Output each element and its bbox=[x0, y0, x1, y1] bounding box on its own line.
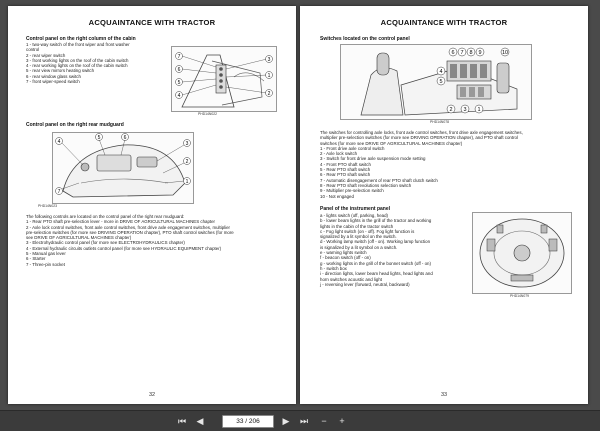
figure-callout: 4 bbox=[57, 138, 61, 145]
figure-callout: 1 bbox=[185, 178, 189, 185]
figure-callout: 4 bbox=[177, 92, 181, 99]
section-heading: Control panel on the right rear mudguard bbox=[26, 122, 124, 128]
legend-item: a - lights switch (off, parking, head) bbox=[320, 213, 389, 218]
intro-text: The following controls are located on the control panel of the right rear mudguard: bbox=[26, 214, 185, 219]
figure-callout: 7 bbox=[57, 188, 61, 195]
legend-item: e - warning lights switch bbox=[320, 250, 367, 256]
legend-item: 4 - Front PTO shaft switch bbox=[320, 161, 371, 167]
legend-item: 2 - Axle lock switch bbox=[320, 151, 358, 157]
legend-item: h - switch box bbox=[320, 265, 347, 271]
legend-item: horn switches acoustic and light bbox=[320, 276, 382, 282]
figure-caption: PHD14N022 bbox=[198, 112, 218, 116]
right-page bbox=[300, 6, 588, 404]
next-page-icon[interactable]: ▶ bbox=[282, 416, 290, 426]
cabin-column-figure bbox=[171, 46, 277, 112]
figure-callout: 5 bbox=[177, 79, 181, 86]
legend-item: 6 - Rear PTO shaft switch bbox=[320, 172, 371, 178]
legend-item: 8 - Rear PTO shaft revolutions selection switch bbox=[320, 182, 412, 188]
legend-item: 1 - Front drive axle control switch bbox=[320, 145, 385, 151]
figure-callout: 6 bbox=[177, 66, 181, 73]
legend-item: 7 - Automatic disengagement of rear PTO shaft clutch switch bbox=[320, 177, 438, 183]
figure-callout: 6 bbox=[451, 50, 455, 56]
cabin-column-drawing bbox=[172, 47, 276, 111]
section-heading: Control panel on the right column of the cabin bbox=[26, 36, 136, 42]
zoom-in-icon[interactable]: + bbox=[339, 416, 345, 426]
legend-item: 4 - External hydraulic circuits outlets control panel (for more see HYDRAULIC EQUIPMENT chapter) bbox=[26, 245, 222, 251]
page-number: 33 bbox=[440, 392, 448, 398]
figure-callout: 2 bbox=[267, 90, 271, 97]
prev-page-icon[interactable]: ◀ bbox=[196, 416, 204, 426]
mudguard-panel-drawing bbox=[53, 133, 193, 203]
figure-callout: 2 bbox=[449, 107, 453, 113]
figure-callout: 9 bbox=[478, 50, 482, 56]
intro-text: switches (for more see DRIVE OF AGRICULTURAL MACHINES chapter) bbox=[320, 140, 463, 146]
figure-callout: 1 bbox=[477, 107, 481, 113]
legend-item: c - Fog light switch (on - off). Fog light function is bbox=[320, 228, 415, 234]
legend-item: 4 - rear working lights on the roof of the cabin switch bbox=[26, 63, 128, 69]
legend-item: lights in the cabin of the tractor switch bbox=[320, 223, 394, 229]
legend-list bbox=[320, 130, 523, 199]
figure-callout: 8 bbox=[469, 50, 473, 56]
figure-callout: 7 bbox=[177, 53, 181, 60]
figure-callout: 3 bbox=[185, 140, 189, 147]
legend-list bbox=[320, 213, 433, 287]
legend-list bbox=[26, 214, 234, 267]
legend-item: 1 - two-way switch of the front wiper and front washer bbox=[26, 42, 130, 47]
section-heading: Switches located on the control panel bbox=[320, 36, 410, 42]
left-page bbox=[8, 6, 296, 404]
figure-callout: 7 bbox=[460, 50, 464, 56]
legend-item: 7 - front wiper-speed switch bbox=[26, 79, 80, 85]
instrument-panel-figure bbox=[472, 212, 572, 294]
legend-item: 5 - rear view mirrors heating switch bbox=[26, 68, 95, 74]
control-panel-switches-figure bbox=[340, 44, 532, 120]
control-panel-switches-drawing bbox=[341, 45, 531, 119]
legend-item: 2 - Axle lock control switches, front axle control switches, front drive axle engagement switches, multiplier bbox=[26, 224, 231, 230]
legend-item: 2 - rear wiper switch bbox=[26, 52, 66, 58]
legend-item: control bbox=[26, 47, 40, 53]
legend-item: 5 - Rear PTO shaft switch bbox=[320, 167, 371, 173]
intro-text: The switches for controlling axle locks, front axle control switches, front drive axle engagement switches, bbox=[320, 130, 523, 135]
page-title: ACQUAINTANCE WITH TRACTOR bbox=[88, 18, 216, 27]
figure-callout: 4 bbox=[439, 69, 443, 75]
figure-callout: 6 bbox=[123, 134, 127, 141]
legend-item: b - lower beam lights in the grill of the tractor and working bbox=[320, 218, 432, 224]
legend-item: is signalized by a lit symbol on a switch. bbox=[320, 244, 398, 250]
legend-item: i - direction lights, lower beam head lights, head lights and bbox=[320, 271, 433, 277]
figure-callout: 3 bbox=[267, 56, 271, 63]
section-heading: Panel of the instrument panel bbox=[320, 206, 391, 212]
legend-item: see DRIVE OF AGRICULTURAL MACHINES chapter) bbox=[26, 235, 132, 241]
legend-item: 3 - front working lights on the roof of the cabin switch bbox=[26, 57, 129, 63]
zoom-out-icon[interactable]: − bbox=[321, 416, 327, 426]
page-title: ACQUAINTANCE WITH TRACTOR bbox=[380, 18, 508, 27]
instrument-panel-drawing bbox=[473, 213, 571, 293]
legend-item: 7 - Three-pin socket bbox=[26, 261, 65, 267]
legend-item: 10 - Not engaged bbox=[320, 193, 354, 199]
figure-callout: 5 bbox=[97, 134, 101, 141]
legend-item: signalized by a lit symbol on the switch. bbox=[320, 234, 397, 240]
last-page-icon[interactable]: ⏭ bbox=[299, 416, 309, 426]
mudguard-panel-figure bbox=[52, 132, 194, 204]
figure-caption: PHD14N078 bbox=[430, 120, 450, 124]
figure-callout: 2 bbox=[185, 158, 189, 165]
figure-callout: 3 bbox=[463, 107, 467, 113]
legend-list bbox=[26, 42, 130, 84]
figure-caption: PHD14N023 bbox=[38, 204, 58, 208]
figure-callout: 5 bbox=[439, 79, 443, 85]
legend-item: 3 - Switch for front drive axle suspension mode setting bbox=[320, 156, 426, 162]
legend-item: f - beacon switch (off - on) bbox=[320, 255, 371, 261]
legend-item: g - working lights in the grill of the bonnet switch (off - on) bbox=[320, 260, 431, 266]
legend-item: j - reversing lever (forward, neutral, backward) bbox=[320, 281, 410, 287]
page-indicator-input[interactable]: 33 / 206 bbox=[222, 415, 274, 428]
legend-item: 9 - Multiplier pre-selection switch bbox=[320, 188, 384, 194]
legend-item: 6 - rear window glass switch bbox=[26, 73, 81, 79]
legend-item: pre-selection switches (for more see DRIVING OPERATION chapter), PTO shaft control switches (for more bbox=[26, 229, 234, 235]
legend-item: d - Working lamp switch (off - on). Working lamp function bbox=[320, 239, 431, 245]
page-number: 32 bbox=[148, 392, 156, 398]
figure-caption: PHD14N079 bbox=[510, 294, 530, 298]
legend-item: 3 - Electrohydraulic control panel (for more see ELECTROHYDRAULICS chapter) bbox=[26, 240, 185, 246]
figure-callout: 1 bbox=[267, 72, 271, 79]
viewer-toolbar bbox=[0, 410, 600, 431]
intro-text: multiplier pre-selection switches (for more see DRIVING OPERATION chapter), and PTO shaft control bbox=[320, 135, 518, 141]
first-page-icon[interactable]: ⏮ bbox=[177, 416, 187, 426]
figure-callout: 10 bbox=[501, 50, 509, 56]
legend-item: 6 - Starter bbox=[26, 256, 46, 262]
legend-item: 5 - Manual gas lever bbox=[26, 251, 66, 257]
legend-item: 1 - Rear PTO shaft pre-selection lever - more in DRIVE OF AGRICULTURAL MACHINES chapter bbox=[26, 219, 216, 225]
